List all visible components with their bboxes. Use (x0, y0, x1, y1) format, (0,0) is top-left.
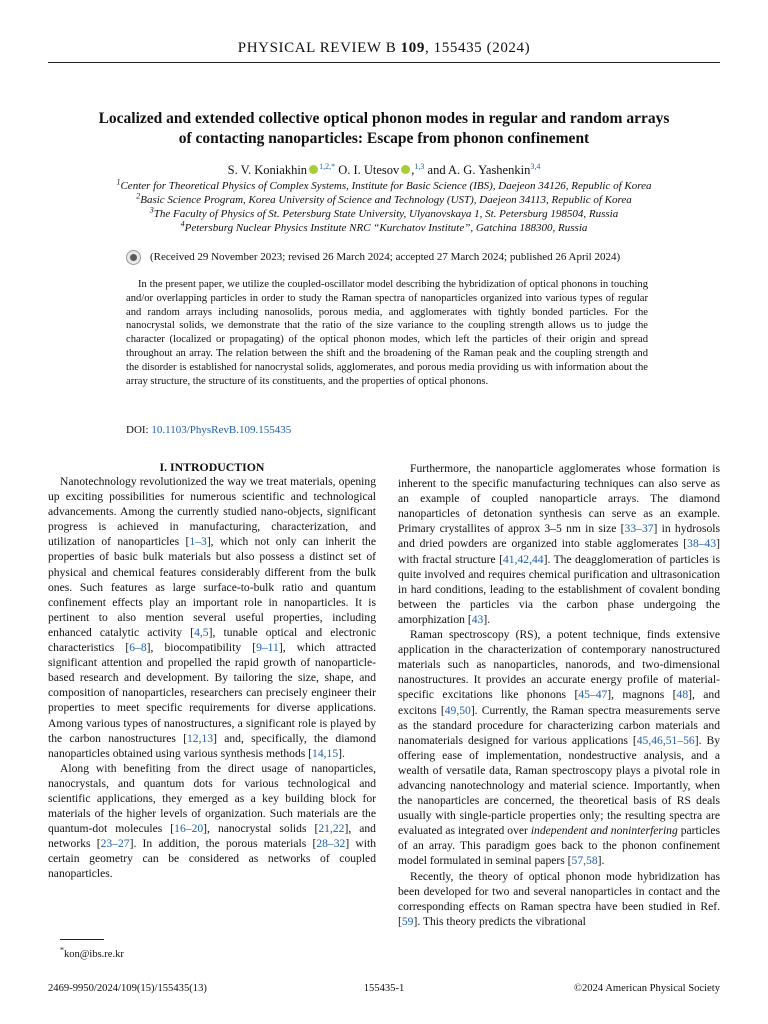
footnote-rule (60, 939, 104, 940)
title-line-2: of contacting nanoparticles: Escape from phonon confinement (178, 130, 590, 147)
affiliation-number: 4 (180, 219, 185, 229)
article-number: , 155435 (2024) (424, 40, 531, 56)
author-list: S. V. Koniakhin $^{1,2,*}$ O. I. Utesov ,$^{1,3}$ and A. G. Yashenkin$^{3,4}$ (227, 161, 541, 177)
email-address[interactable]: kon@ibs.re.kr (64, 949, 124, 960)
right-column (398, 461, 720, 929)
paper-title (70, 109, 698, 149)
affiliation-text: The Faculty of Physics of St. Petersburg State University, Ulyanovskaya 1, St. Petersburg 198504, Russia (153, 208, 619, 220)
paragraph: Nanotechnology revolutionized the way we treat materials, opening up exciting possibilities for numerous scientific and technological advancements. Among the currently studied nano-objects, significant progress is achieved in manufacturing, characterization, and utilization of nanoparticles [1–3], which not only can inherit the properties of basic bulk materials but also possess a distinct set of physical and chemical features considerably different from the bulk ones. Such features as large surface-to-bulk ratio and quantum confinement effects play an important role in nanoparticles. It is pertinent to also mention several useful properties, including enhanced catalytic activity [4,5], tunable optical and electronic characteristics [6–8], biocompatibility [9–11], which attracted significant attention and propelled the rapid growth of nanoparticle-based research and development. By tailoring the size, shape, and composition of nanoparticles, researchers can precisely engineer their properties to meet specific requirements for diverse applications. Among various types of nanostructures, a significant role is played by the carbon nanostructures [12,13] and, specifically, the diamond nanoparticles obtained using various synthesis methods [14,15]. (48, 475, 377, 760)
affiliation-number: 3 (149, 205, 154, 215)
journal-header (0, 40, 768, 57)
journal-volume: 109 (400, 40, 425, 56)
issn-line: 2469-9950/2024/109(15)/155435(13) (48, 983, 207, 994)
page-number: 155435-1 (363, 983, 405, 994)
affiliation (0, 193, 768, 207)
footnote-mark: * (60, 945, 64, 955)
author-affiliation-ref[interactable]: 3,4 (530, 161, 541, 171)
affiliation-text: Center for Theoretical Physics of Complex Systems, Institute for Basic Science (IBS), Daejeon 34126, Republic of Korea (120, 180, 652, 192)
orcid-icon[interactable] (309, 165, 318, 174)
header-rule (48, 62, 720, 63)
citation-link[interactable]: 41,42,44 (503, 552, 544, 566)
citation-link[interactable]: 9–11 (256, 641, 279, 655)
emphasis: independent and noninterfering (530, 824, 678, 838)
paragraph: Recently, the theory of optical phonon mode hybridization has been developed for two and several nanoparticles in contact and the corresponding effects on Raman spectra have been studied in Ref. [59]. This theory predicts the vibrational (398, 869, 720, 928)
journal-name: PHYSICAL REVIEW B (237, 40, 397, 56)
author-name: S. V. Koniakhin (227, 163, 308, 177)
section-heading: I. INTRODUCTION (159, 460, 265, 474)
citation-link[interactable]: 21,22 (318, 822, 345, 836)
affiliation-number: 1 (116, 177, 121, 187)
received-dates: (Received 29 November 2023; revised 26 March 2024; accepted 27 March 2024; published 26 April 2024) (150, 251, 621, 263)
author-name: and A. G. Yashenkin (424, 163, 531, 177)
citation-link[interactable]: 59 (401, 914, 414, 928)
citation-link[interactable]: 28–32 (316, 837, 346, 851)
citation-link[interactable]: 1–3 (189, 535, 207, 549)
paragraph: Furthermore, the nanoparticle agglomerates whose formation is inherent to the specific manufacturing techniques can also serve as an example of coupled nanoparticle arrays. The diamond nanoparticles of detonation synthesis can serve as an example. Primary crystallites of approx 3–5 nm in size [33–37] in hydrosols and dried powders are organized into stable agglomerates [38–43] with fractal structure [41,42,44]. The deagglomeration of particles is quite involved and requires chemical purification and ultrasonication in hard conditions, leading to the establishment of covalent bonding between the particles via the carbon phase undergoing the amorphization [43]. (398, 462, 720, 626)
citation-link[interactable]: 16–20 (174, 822, 204, 836)
doi-label: DOI: (126, 424, 152, 436)
citation-link[interactable]: 49,50 (444, 703, 471, 717)
affiliation-text: Petersburg Nuclear Physics Institute NRC “Kurchatov Institute”, Gatchina 188300, Russia (184, 222, 588, 234)
affiliation-text: Basic Science Program, Korea University of Science and Technology (UST), Daejeon 34113, Republic of Korea (140, 194, 632, 206)
title-line-1: Localized and extended collective optical phonon modes in regular and random arrays (98, 110, 670, 127)
author-affiliation-ref[interactable]: 1,2,* (319, 161, 336, 171)
citation-link[interactable]: 45,46,51–56 (636, 733, 695, 747)
abstract: In the present paper, we utilize the coupled-oscillator model describing the hybridization of optical phonons in touching and/or overlapping particles in order to study the Raman spectra of nanoparticles organized into various types of regular and random arrays including nanosolids, porous media, and agglomerates with tightly bonded particles. For the nanocrystal solids, we demonstrate that the ratio of the size variance to the coupling strength allows us to judge the character (localized or propagating) of the optical phonon modes, which left the particles of their origin and spread throughout an array. The relation between the shift and the broadening of the Raman peak and the coupling strength and the disorder is established for nanocrystal solids, agglomerates, and porous media providing us with information about the array structure, the structure of its constituents, and the properties of optical phonons. (126, 279, 648, 387)
citation-link[interactable]: 12,13 (187, 731, 214, 745)
doi-line (126, 424, 291, 436)
citation-link[interactable]: 57,58 (571, 854, 598, 868)
doi-link[interactable]: 10.1103/PhysRevB.109.155435 (151, 424, 292, 436)
paragraph: Along with benefiting from the direct usage of nanoparticles, nanocrystals, and quantum dots for various technological and scientific applications, they emerged as a key building block for materials of the higher levels of organization. Such materials are the quantum-dot molecules [16–20], nanocrystal solids [21,22], and networks [23–27]. In addition, the porous materials [28–32] with certain geometry can be considered as networks of coupled nanoparticles. (48, 761, 377, 881)
citation-link[interactable]: 6–8 (129, 641, 147, 655)
orcid-icon[interactable] (401, 165, 410, 174)
check-for-updates-icon[interactable] (126, 250, 141, 265)
citation-link[interactable]: 48 (676, 688, 689, 702)
left-column (48, 474, 376, 882)
author-name: O. I. Utesov (335, 163, 400, 177)
affiliation-number: 2 (136, 191, 141, 201)
affiliations (0, 179, 768, 235)
affiliation (0, 207, 768, 221)
paragraph: Raman spectroscopy (RS), a potent technique, finds extensive application in the characterization of contemporary nanostructured materials such as nanoparticles, nanorods, and two-dimensional nanostructures. It provides an accurate energy profile of material-specific excitations like phonons [45–47], magnons [48], and excitons [49,50]. Currently, the Raman spectra measurements serve as the standard procedure for characterizing carbon materials and nanomaterials designed for various applications [45,46,51–56]. By offering ease of implementation, nondestructive analysis, and a wealth of versatile data, Raman spectroscopy plays a pivotal role in advancing nanotechnology and material science. Importantly, when the nanoparticles are concerned, the theoretical basis of RS deals usually with single-particle properties only; the resulting spectra are evaluated as integrated over independent and noninterfering particles of an array. This paradigm goes back to the phonon confinement model formulated in seminal papers [57,58]. (398, 628, 721, 868)
citation-link[interactable]: 33–37 (624, 522, 654, 536)
citation-link[interactable]: 14,15 (312, 746, 339, 760)
affiliation (0, 179, 768, 193)
citation-link[interactable]: 38–43 (687, 537, 717, 551)
affiliation (0, 221, 768, 235)
footnote (60, 945, 124, 960)
author-affiliation-ref[interactable]: 1,3 (414, 161, 425, 171)
citation-link[interactable]: 4,5 (194, 625, 209, 639)
citation-link[interactable]: 45–47 (578, 688, 608, 702)
citation-link[interactable]: 23–27 (100, 837, 130, 851)
citation-link[interactable]: 43 (471, 612, 484, 626)
copyright: ©2024 American Physical Society (573, 983, 720, 994)
